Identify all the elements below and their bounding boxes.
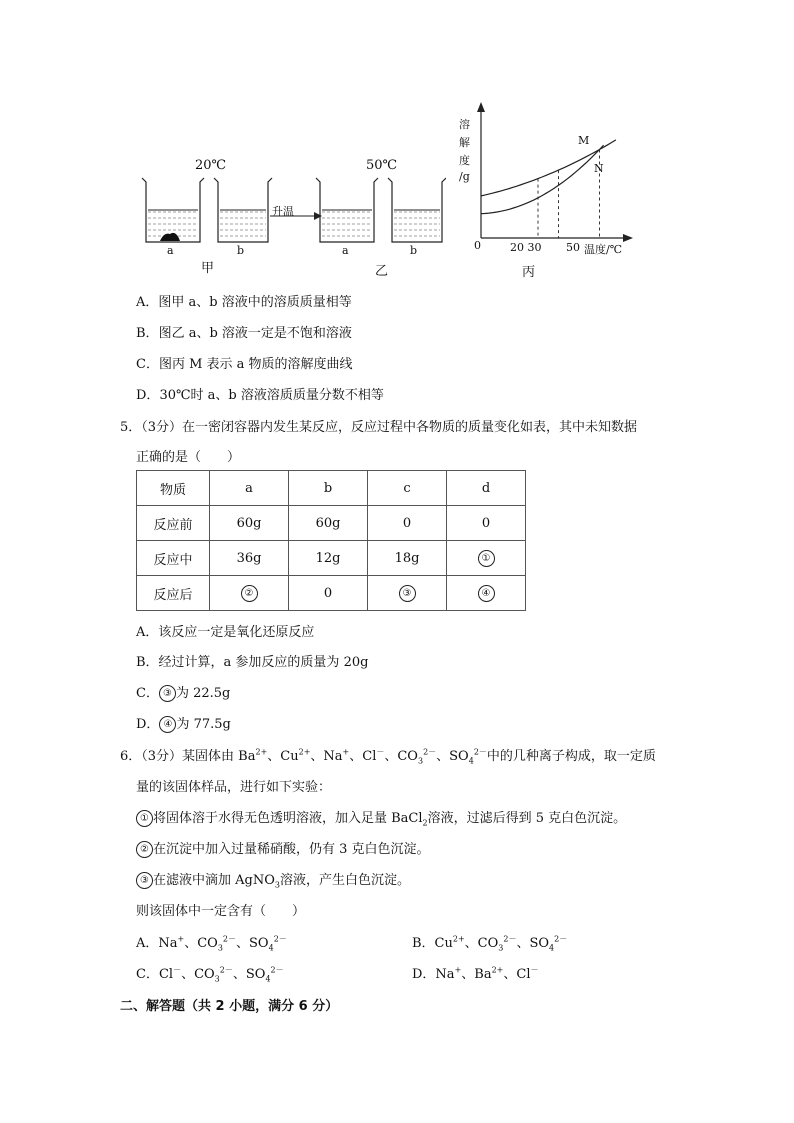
- table-row: [137, 576, 526, 611]
- q5-option-c: C． ③ 为 22.5g: [136, 686, 231, 701]
- table-cell: 0: [368, 506, 447, 541]
- beaker-yi-b: [388, 178, 446, 242]
- jia-beaker-b-label: b: [237, 244, 245, 257]
- ylabel-char-1: 溶: [459, 118, 470, 131]
- ylabel-char-3: 度: [459, 154, 470, 167]
- reaction-table: [136, 470, 526, 611]
- table-cell: 0: [289, 576, 368, 611]
- q6-option-b: B．$Cu^{2+}$、$CO_3^{2-}$、$SO_4^{2-}$: [412, 934, 568, 953]
- x-axis-arrow: [623, 234, 633, 242]
- q5-stem-line2: 正确的是（ ）: [136, 450, 241, 465]
- beaker-yi-a: [316, 178, 378, 242]
- curve-n-label: N: [594, 162, 604, 175]
- table-cell-unknown: ③: [368, 576, 447, 611]
- table-header: c: [368, 471, 447, 506]
- table-row: [137, 541, 526, 576]
- table-cell-unknown: ②: [210, 576, 289, 611]
- table-row: [137, 506, 526, 541]
- solid-residue: [160, 233, 180, 241]
- table-header: a: [210, 471, 289, 506]
- table-cell: 36g: [210, 541, 289, 576]
- jia-label: 甲: [201, 261, 215, 276]
- table-cell: 反应中: [137, 541, 210, 576]
- yi-beaker-a-label: a: [342, 244, 349, 257]
- solubility-chart: [455, 100, 645, 260]
- q4-option-c: C．图丙 M 表示 a 物质的溶解度曲线: [136, 357, 353, 372]
- table-header-row: [137, 471, 526, 506]
- q6-stem-line2: 量的该固体样品，进行如下实验：: [136, 780, 332, 795]
- yi-beaker-b-label: b: [410, 244, 418, 257]
- q6-option-c: C．Cl－、$CO_3^{2-}$、$SO_4^{2-}$: [136, 965, 284, 984]
- q4-option-a: A．图甲 a、b 溶液中的溶质质量相等: [136, 295, 352, 310]
- table-header: b: [289, 471, 368, 506]
- q6-step-3: ③ 在滤液中滴加 AgNO$_3$溶液，产生白色沉淀。: [136, 869, 410, 889]
- curve-m-label: M: [578, 134, 590, 147]
- table-header: d: [447, 471, 526, 506]
- q6-step-2: ② 在沉淀中加入过量稀硝酸，仍有 3 克白色沉淀。: [136, 838, 430, 858]
- q6-step-1: ① 将固体溶于水得无色透明溶液，加入足量 BaCl$_2$溶液，过滤后得到 5 克白色沉淀。: [136, 807, 626, 827]
- beaker-jia-b: [214, 178, 272, 242]
- y-axis-arrow: [477, 102, 485, 112]
- ylabel-char-2: 解: [459, 136, 470, 149]
- table-cell: 60g: [210, 506, 289, 541]
- q5-stem-line1: 5．（3分）在一密闭容器内发生某反应，反应过程中各物质的质量变化如表，其中未知数据: [120, 420, 638, 435]
- yi-label: 乙: [375, 264, 389, 279]
- q6-option-d: D．Na+、$Ba^{2+}$、Cl－: [412, 965, 539, 982]
- table-cell: 12g: [289, 541, 368, 576]
- ylabel-char-4: /g: [459, 170, 470, 183]
- yi-temp: 50℃: [366, 158, 398, 173]
- table-cell: 18g: [368, 541, 447, 576]
- table-cell: 反应后: [137, 576, 210, 611]
- table-header: 物质: [137, 471, 210, 506]
- table-cell: 0: [447, 506, 526, 541]
- jia-beaker-a-label: a: [167, 244, 174, 257]
- table-cell: 反应前: [137, 506, 210, 541]
- q6-conclusion: 则该固体中一定含有（ ）: [136, 904, 306, 919]
- table-cell: 60g: [289, 506, 368, 541]
- origin-label: 0: [474, 239, 481, 252]
- q5-option-b: B．经过计算，a 参加反应的质量为 20g: [136, 655, 369, 670]
- x-tick-50: 50: [566, 241, 580, 254]
- curve-m-line: [481, 145, 604, 214]
- x-axis-label: 温度/℃: [584, 243, 623, 256]
- q4-option-b: B．图乙 a、b 溶液一定是不饱和溶液: [136, 326, 352, 341]
- q6-option-a: A．Na+、$CO_3^{2-}$、$SO_4^{2-}$: [136, 934, 287, 953]
- q5-option-d: D． ④ 为 77.5g: [136, 717, 231, 732]
- q4-option-d: D．30℃时 a、b 溶液溶质质量分数不相等: [136, 388, 384, 403]
- q6-stem-line1: 6．（3分）某固体由 $Ba^{2+}$、$Cu^{2+}$、Na+、Cl－、$CO_3^{2-}$、$SO_4^{2-}$中的几种离子构成，取一定质: [120, 747, 656, 766]
- jia-temp: 20℃: [195, 158, 227, 173]
- x-ticks-20-30: 20 30: [510, 241, 542, 254]
- table-cell-unknown: ①: [447, 541, 526, 576]
- beaker-jia-a: [142, 178, 204, 242]
- table-cell-unknown: ④: [447, 576, 526, 611]
- section-2-heading: 二、解答题（共 2 小题，满分 6 分）: [120, 999, 339, 1014]
- bing-label: 丙: [522, 265, 536, 280]
- q5-option-a: A．该反应一定是氧化还原反应: [136, 625, 315, 640]
- arrow-label: 升温: [272, 205, 294, 218]
